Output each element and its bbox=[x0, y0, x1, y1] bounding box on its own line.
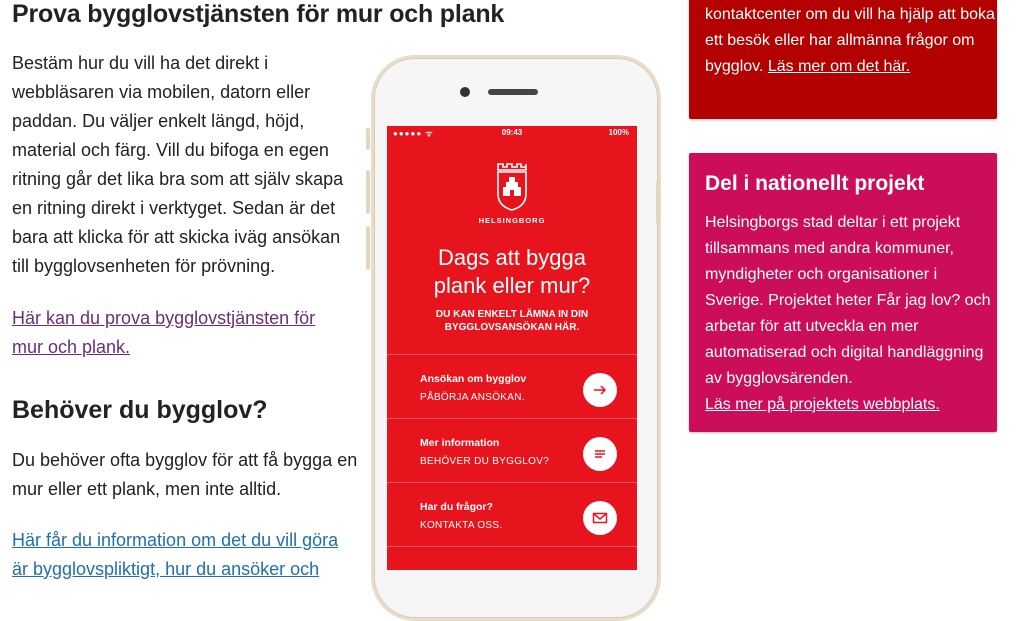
project-website-link[interactable]: Läs mer på projektets webbplats. bbox=[705, 396, 940, 413]
menu-item-info[interactable] bbox=[387, 418, 637, 482]
arrow-right-icon bbox=[592, 382, 608, 398]
menu-item-title: Ansökan om bygglov bbox=[420, 373, 527, 385]
menu-item-action: KONTAKTA OSS. bbox=[420, 520, 503, 531]
phone-side-button bbox=[366, 128, 370, 150]
menu-item-apply[interactable] bbox=[387, 354, 637, 418]
brand-name: HELSINGBORG bbox=[478, 216, 546, 225]
menu-item-action: PÅBÖRJA ANSÖKAN. bbox=[420, 392, 525, 403]
headline-line-2: plank eller mur? bbox=[433, 273, 591, 298]
menu-item-contact[interactable] bbox=[387, 482, 637, 547]
phone-camera bbox=[460, 87, 470, 97]
signal-indicator: ●●●●● ᯤ bbox=[393, 129, 434, 138]
menu-item-button[interactable] bbox=[583, 373, 617, 407]
city-crest-icon bbox=[495, 160, 529, 212]
lines-icon bbox=[592, 446, 608, 462]
contact-info-text bbox=[705, 2, 995, 80]
app-headline bbox=[387, 244, 637, 300]
national-project-box bbox=[689, 153, 997, 432]
section-title: Prova bygglovstjänsten för mur och plank bbox=[12, 0, 505, 28]
app-menu bbox=[387, 354, 637, 547]
phone-screen bbox=[387, 126, 637, 570]
national-project-text bbox=[705, 210, 995, 418]
battery-indicator: 100% bbox=[608, 128, 629, 137]
contact-info-box bbox=[689, 0, 997, 119]
permit-paragraph: Du behöver ofta bygglov för att få bygga en mur eller ett plank, men inte alltid. bbox=[12, 450, 358, 499]
phone-power-button bbox=[656, 180, 660, 224]
section-heading-permit: Behöver du bygglov? bbox=[12, 396, 268, 424]
envelope-icon bbox=[592, 510, 608, 526]
app-subheadline bbox=[387, 308, 637, 334]
menu-item-title: Mer information bbox=[420, 437, 500, 449]
phone-speaker bbox=[488, 89, 538, 95]
status-time: 09:43 bbox=[501, 128, 523, 137]
contact-info-body: kontaktcenter om du vill ha hjälp att boka ett besök eller har allmänna frågor om bygglov. bbox=[705, 6, 995, 75]
headline-line-1: Dags att bygga bbox=[438, 245, 586, 270]
national-project-body: Helsingborgs stad deltar i ett projekt tillsammans med andra kommuner, myndigheter och organisationer i Sverige. Projektet heter Får jag lov? och arbetar för att utveckla en mer automatiserad och digital handläggning av bygglovsärenden. bbox=[705, 214, 991, 387]
menu-item-action: BEHÖVER DU BYGGLOV? bbox=[420, 456, 550, 467]
intro-paragraph: Bestäm hur du vill ha det direkt i webbläsaren via mobilen, datorn eller paddan. Du väljer enkelt längd, höjd, material och färg. Vill du bifoga en egen ritning går det lika bra som att själv skapa en ritning direkt i verktyget. Sedan är det bara att klicka för att skicka iväg ansökan till bygglovsenheten för prövning. bbox=[12, 53, 344, 276]
menu-item-button[interactable] bbox=[583, 437, 617, 471]
status-bar bbox=[387, 126, 637, 140]
sub-line-2: BYGGLOVSANSÖKAN HÄR. bbox=[444, 322, 580, 333]
phone-volume-down bbox=[366, 226, 370, 270]
national-project-title: Del i nationellt projekt bbox=[705, 172, 925, 195]
read-more-link[interactable]: Läs mer om det här. bbox=[767, 58, 911, 75]
menu-item-button[interactable] bbox=[583, 501, 617, 535]
try-service-link[interactable]: Här kan du prova bygglovstjänsten för mur och plank. bbox=[12, 308, 316, 357]
permit-info-link[interactable]: Här får du information om det du vill göra är bygglovspliktigt, hur du ansöker och bbox=[12, 530, 339, 579]
phone-volume-up bbox=[366, 170, 370, 214]
sub-line-1: DU KAN ENKELT LÄMNA IN DIN bbox=[435, 309, 589, 320]
menu-item-title: Har du frågor? bbox=[420, 501, 493, 513]
